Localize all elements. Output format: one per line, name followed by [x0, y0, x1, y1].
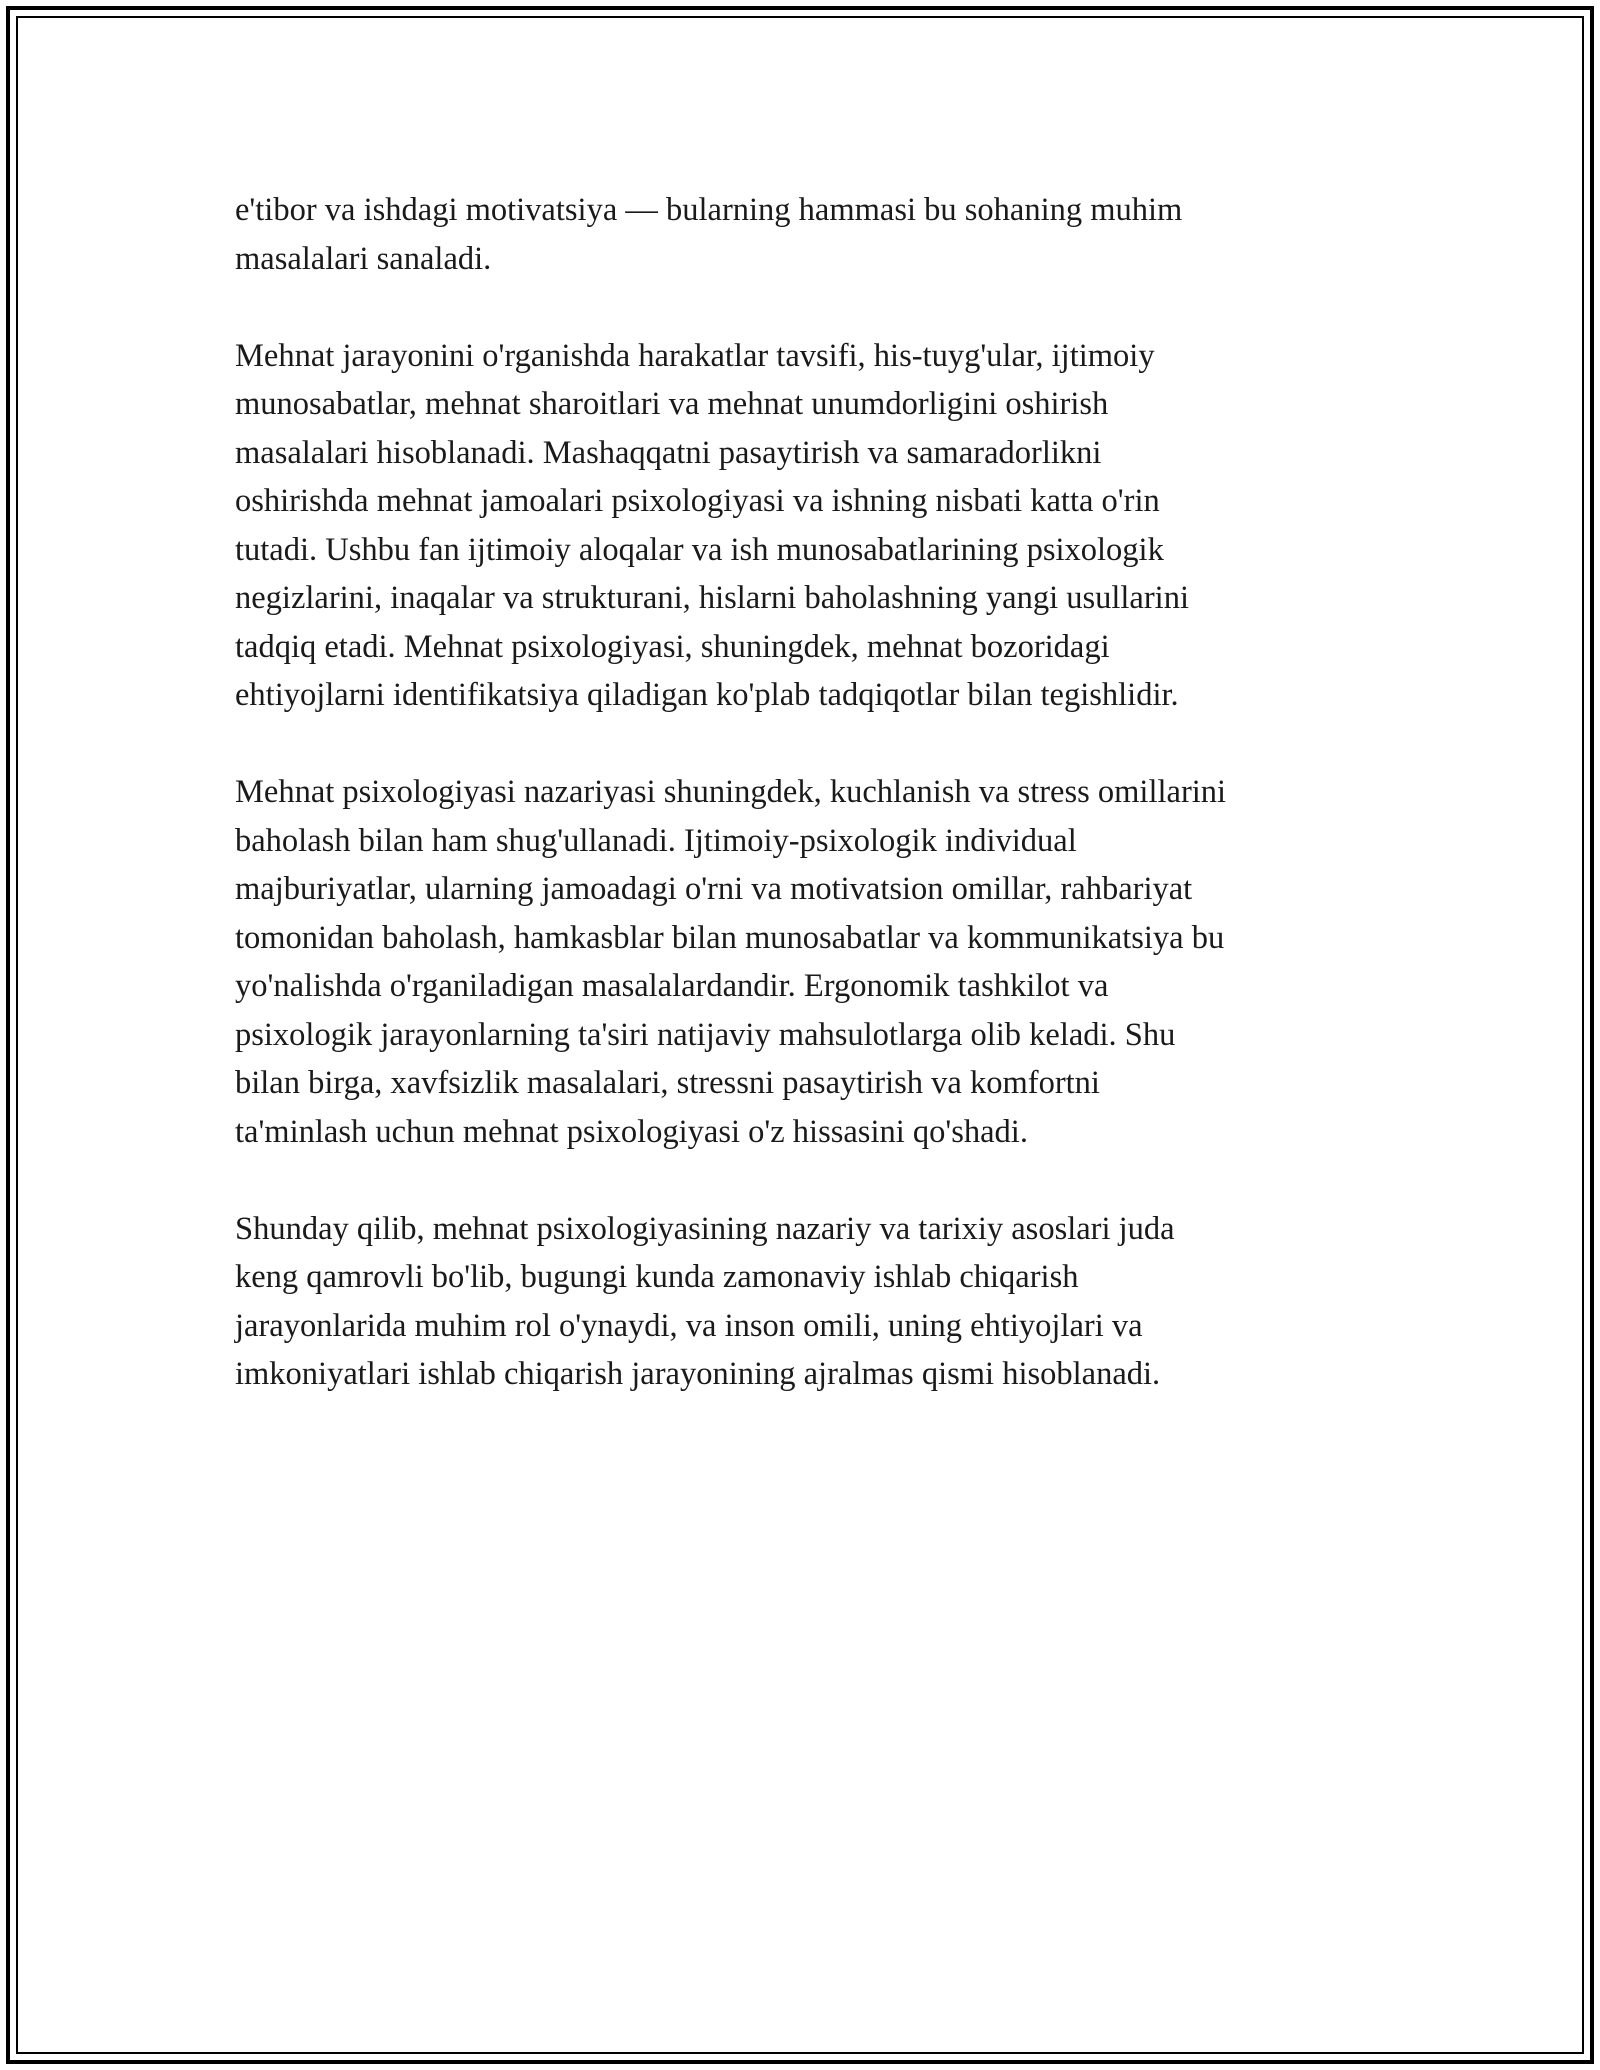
- text-line: psixologik jarayonlarning ta'siri natijaviy mahsulotlarga olib keladi. Shu: [235, 1016, 1176, 1053]
- paragraph: [235, 1205, 1375, 1399]
- text-line: masalalari sanaladi.: [235, 240, 492, 277]
- text-line: Mehnat psixologiyasi nazariyasi shuningdek, kuchlanish va stress omillarini: [235, 774, 1227, 810]
- text-line: bilan birga, xavfsizlik masalalari, stressni pasaytirish va komfortni: [235, 1065, 1100, 1101]
- text-line: majburiyatlar, ularning jamoadagi o'rni va motivatsion omillar, rahbariyat: [235, 871, 1193, 907]
- text-line: Shunday qilib, mehnat psixologiyasining nazariy va tarixiy asoslari juda: [235, 1210, 1175, 1247]
- text-line: ta'minlash uchun mehnat psixologiyasi o'z hissasini qo'shadi.: [235, 1113, 1028, 1150]
- text-line: munosabatlar, mehnat sharoitlari va mehnat unumdorligini oshirish: [235, 386, 1109, 422]
- text-line: keng qamrovli bo'lib, bugungi kunda zamonaviy ishlab chiqarish: [235, 1259, 1079, 1295]
- paragraph: [235, 768, 1375, 1156]
- text-line: Mehnat jarayonini o'rganishda harakatlar tavsifi, his-tuyg'ular, ijtimoiy: [235, 337, 1155, 374]
- text-line: masalalari hisoblanadi. Mashaqqatni pasaytirish va samaradorlikni: [235, 434, 1102, 471]
- paragraph: [235, 332, 1375, 720]
- text-line: baholash bilan ham shug'ullanadi. Ijtimoiy-psixologik individual: [235, 822, 1077, 859]
- text-line: e'tibor va ishdagi motivatsiya — bularning hammasi bu sohaning muhim: [235, 192, 1183, 228]
- document-body: [235, 186, 1375, 1447]
- text-line: ehtiyojlarni identifikatsiya qiladigan ko'plab tadqiqotlar bilan tegishlidir.: [235, 677, 1179, 713]
- paragraph: [235, 186, 1375, 283]
- text-line: oshirishda mehnat jamoalari psixologiyasi va ishning nisbati katta o'rin: [235, 483, 1160, 519]
- text-line: jarayonlarida muhim rol o'ynaydi, va inson omili, uning ehtiyojlari va: [235, 1307, 1143, 1344]
- text-line: tadqiq etadi. Mehnat psixologiyasi, shuningdek, mehnat bozoridagi: [235, 628, 1110, 665]
- text-line: tomonidan baholash, hamkasblar bilan munosabatlar va kommunikatsiya bu: [235, 919, 1225, 956]
- text-line: yo'nalishda o'rganiladigan masalalardandir. Ergonomik tashkilot va: [235, 968, 1109, 1004]
- text-line: negizlarini, inaqalar va strukturani, hislarni baholashning yangi usullarini: [235, 580, 1189, 616]
- text-line: tutadi. Ushbu fan ijtimoiy aloqalar va ish munosabatlarining psixologik: [235, 531, 1164, 568]
- text-line: imkoniyatlari ishlab chiqarish jarayonining ajralmas qismi hisoblanadi.: [235, 1356, 1161, 1392]
